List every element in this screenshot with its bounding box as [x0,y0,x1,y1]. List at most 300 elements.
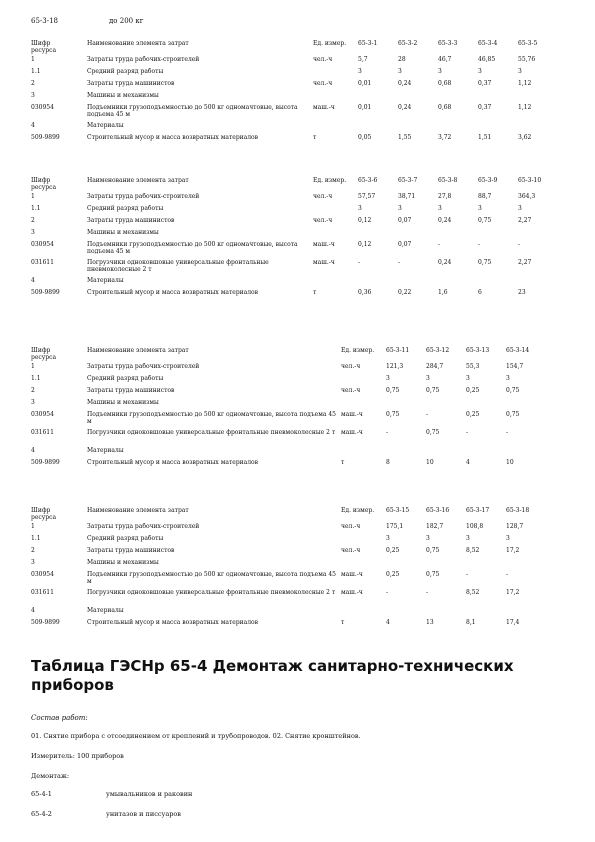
row-unit: чел.-ч [313,56,333,63]
column-header: 65-3-15 [386,507,410,514]
row-value [386,399,426,411]
row-value [398,122,438,134]
row-value: 3 [478,68,482,75]
row-value: 46,85 [478,56,496,63]
row-value [506,399,546,411]
row-unit: т [341,459,345,466]
row-unit [341,399,386,411]
row-value: 0,75 [386,411,400,418]
row-value [506,559,546,571]
row-value: 5,7 [358,56,368,63]
row-code: 1.1 [31,535,41,542]
header-code-line: Шифр [31,40,51,47]
row-value: - [466,571,469,578]
table-row [31,547,546,559]
row-code: 2 [31,387,35,394]
row-value: 8 [386,459,390,466]
header-unit: Ед. измер. [341,347,375,354]
row-value: 0,25 [386,571,400,578]
row-value: 0,37 [478,104,492,111]
table-row [31,289,558,301]
item-code: 65-4-2 [31,810,52,818]
row-name: Машины и механизмы [87,399,159,406]
row-name: Подъемники грузоподъемностью до 500 кг одномачтовые, высота подъема 45 м [87,571,336,585]
row-code: 2 [31,217,35,224]
table-row [31,375,546,387]
row-unit: чел.-ч [313,80,333,87]
row-value: 1,6 [438,289,448,296]
row-value: 3 [438,68,442,75]
column-header: 65-3-6 [358,177,378,184]
header-code-line: Шифр [31,507,51,514]
row-value: 23 [518,289,526,296]
row-value: 28 [398,56,406,63]
row-name: Материалы [87,447,124,454]
row-value [466,399,506,411]
row-value [438,92,478,104]
row-value: 3 [398,205,402,212]
header-unit: Ед. измер. [313,177,347,184]
row-value: 0,75 [426,571,440,578]
row-value: 0,05 [358,134,372,141]
row-value: 182,7 [426,523,444,530]
row-unit: т [313,289,317,296]
top-code: 65-3-18 [31,17,58,25]
table-row [31,447,546,459]
row-code: 4 [31,607,35,614]
row-code: 4 [31,277,35,284]
row-value [478,277,518,289]
row-value: 8,52 [466,589,480,596]
row-value [438,277,478,289]
row-value: 55,76 [518,56,536,63]
row-value [358,92,398,104]
row-code: 1.1 [31,68,41,75]
header-name: Наименование элемента затрат [87,507,189,514]
row-value: 3 [478,205,482,212]
row-name: Строительный мусор и масса возвратных материалов [87,619,259,626]
table-row [31,535,546,547]
row-value [358,229,398,241]
header-code [31,347,87,363]
row-value: - [438,241,441,248]
row-code: 031611 [31,429,54,436]
row-value: 0,36 [358,289,372,296]
row-code: 1 [31,56,35,63]
row-value: 3 [466,535,470,542]
row-value [466,559,506,571]
row-name: Строительный мусор и масса возвратных материалов [87,289,259,296]
item-name: унитазов и писсуаров [106,810,181,818]
row-value: 0,22 [398,289,412,296]
row-value [358,277,398,289]
row-value: 3 [398,68,402,75]
row-code: 2 [31,547,35,554]
row-unit: маш.-ч [341,429,363,436]
row-value: 0,12 [358,241,372,248]
row-value: 0,25 [386,547,400,554]
header-unit: Ед. измер. [341,507,375,514]
row-value [398,277,438,289]
row-value: 0,24 [438,217,452,224]
column-header: 65-3-9 [478,177,498,184]
demount-label: Демонтаж: [31,772,70,780]
column-header: 65-3-13 [466,347,490,354]
row-value: 0,07 [398,217,412,224]
row-code: 3 [31,399,35,406]
column-header: 65-3-1 [358,40,378,47]
column-header: 65-3-12 [426,347,450,354]
row-value: 88,7 [478,193,492,200]
row-unit: чел.-ч [341,547,361,554]
row-value: 6 [478,289,482,296]
row-value [506,447,546,459]
row-value [518,92,558,104]
column-header: 65-3-16 [426,507,450,514]
row-unit [313,92,358,104]
row-value: - [506,571,509,578]
row-unit: чел.-ч [341,363,361,370]
row-unit: чел.-ч [313,193,333,200]
row-code: 1 [31,193,35,200]
table-row [31,104,558,122]
table-row [31,217,558,229]
row-value: 38,71 [398,193,416,200]
row-value: 3 [506,535,510,542]
row-value: 0,75 [426,429,440,436]
row-code: 030954 [31,411,54,418]
composition-text: 01. Снятие прибора с отсоединением от креплений и трубопроводов. 02. Снятие кронштейнов. [31,732,361,740]
row-value: 0,75 [426,547,440,554]
row-value: 1,51 [478,134,492,141]
table-row [31,277,558,289]
row-value: 154,7 [506,363,524,370]
header-name: Наименование элемента затрат [87,347,189,354]
row-value: 0,07 [398,241,412,248]
row-unit: маш.-ч [313,259,335,266]
header-code-line: ресурса [31,47,57,54]
row-value [438,122,478,134]
row-value [478,122,518,134]
row-name: Подъемники грузоподъемностью до 500 кг одномачтовые, высота подъема 45 м [87,241,298,255]
row-value: 128,7 [506,523,524,530]
table-row [31,205,558,217]
row-value: 8,1 [466,619,476,626]
item-code: 65-4-1 [31,790,52,798]
row-value: 284,7 [426,363,444,370]
table-row [31,571,546,589]
row-value: 3 [518,205,522,212]
row-value [518,229,558,241]
row-code: 030954 [31,241,54,248]
row-value: 10 [426,459,434,466]
row-value: 3 [426,535,430,542]
table-header-row [31,507,546,523]
row-value: 0,25 [466,387,480,394]
row-value: 2,27 [518,217,532,224]
column-header: 65-3-11 [386,347,410,354]
row-name: Средний разряд работы [87,68,164,75]
table-header-row [31,40,558,56]
row-name: Затраты труда машинистов [87,217,175,224]
row-value: 3 [386,375,390,382]
row-value: 4 [386,619,390,626]
row-unit [341,559,386,571]
row-value [478,229,518,241]
row-value: 3 [518,68,522,75]
row-value: 0,75 [426,387,440,394]
table-row [31,399,546,411]
table-row [31,589,546,607]
column-header: 65-3-5 [518,40,538,47]
row-value: 0,75 [386,387,400,394]
section-title: Таблица ГЭСНр 65-4 Демонтаж санитарно-технических приборов [31,657,514,694]
row-value: 27,8 [438,193,452,200]
row-value: 10 [506,459,514,466]
row-unit [341,607,386,619]
table-row [31,68,558,80]
row-value: 0,68 [438,80,452,87]
row-value: 0,37 [478,80,492,87]
row-value: 3 [466,375,470,382]
row-value: 4 [466,459,470,466]
row-value: 364,3 [518,193,536,200]
row-value: 3 [426,375,430,382]
header-code-line: ресурса [31,354,57,361]
row-name: Строительный мусор и масса возвратных материалов [87,134,259,141]
header-code [31,177,87,193]
row-value: 3,72 [438,134,452,141]
row-unit [313,68,358,80]
row-name: Средний разряд работы [87,205,164,212]
row-value: 175,1 [386,523,404,530]
row-value: - [386,429,389,436]
row-name: Средний разряд работы [87,535,164,542]
row-name: Средний разряд работы [87,375,164,382]
row-value: 0,75 [478,259,492,266]
row-value: 17,4 [506,619,520,626]
row-value: 55,3 [466,363,480,370]
row-code: 1.1 [31,375,41,382]
table-row [31,387,546,399]
row-value [398,92,438,104]
row-value: 1,55 [398,134,412,141]
resource-table [31,177,558,301]
row-value: 0,75 [478,217,492,224]
row-name: Затраты труда машинистов [87,80,175,87]
row-name: Погрузчики одноковшовые универсальные фронтальные пневмоколесные 2 т [87,259,269,273]
row-unit: т [341,619,345,626]
column-header: 65-3-18 [506,507,530,514]
row-value [386,607,426,619]
row-value: 8,52 [466,547,480,554]
row-value: 0,12 [358,217,372,224]
meter-text: Измеритель: 100 приборов [31,752,124,760]
row-value [466,607,506,619]
row-value: 0,25 [466,411,480,418]
row-value: - [386,589,389,596]
row-name: Машины и механизмы [87,229,159,236]
row-code: 031611 [31,259,54,266]
table-row [31,134,558,146]
row-code: 3 [31,229,35,236]
row-value: 108,8 [466,523,484,530]
row-value: 0,24 [398,80,412,87]
row-value [426,607,466,619]
column-header: 65-3-14 [506,347,530,354]
row-value: 0,68 [438,104,452,111]
table-row [31,523,546,535]
row-unit: маш.-ч [341,589,363,596]
column-header: 65-3-2 [398,40,418,47]
row-value: 17,2 [506,547,520,554]
header-code [31,40,87,56]
row-code: 3 [31,92,35,99]
row-unit: чел.-ч [341,523,361,530]
row-value: 2,27 [518,259,532,266]
row-name: Затраты труда рабочих-строителей [87,363,200,370]
row-value: 3 [386,535,390,542]
top-label: до 200 кг [109,17,144,25]
row-unit [341,447,386,459]
row-value: 13 [426,619,434,626]
row-name: Погрузчики одноковшовые универсальные фронтальные пневмоколесные 2 т [87,589,336,596]
row-code: 509-9899 [31,619,60,626]
row-value: - [518,241,521,248]
row-name: Подъемники грузоподъемностью до 500 кг одномачтовые, высота подъема 45 м [87,411,336,425]
table-row [31,619,546,631]
row-unit [313,229,358,241]
row-unit [313,277,358,289]
row-value: - [478,241,481,248]
row-code: 4 [31,447,35,454]
row-value: - [466,429,469,436]
row-value: 1,12 [518,80,532,87]
header-code-line: ресурса [31,184,57,191]
row-value [478,92,518,104]
header-code-line: ресурса [31,514,57,521]
row-code: 4 [31,122,35,129]
column-header: 65-3-4 [478,40,498,47]
item-name: умывальников и раковин [106,790,193,798]
row-name: Затраты труда рабочих-строителей [87,193,200,200]
row-value [438,229,478,241]
row-code: 509-9899 [31,459,60,466]
row-unit: маш.-ч [341,411,363,418]
row-value [518,277,558,289]
table-row [31,459,546,471]
row-value [506,607,546,619]
row-unit: чел.-ч [313,217,333,224]
table-row [31,241,558,259]
table-row [31,229,558,241]
row-value: 121,3 [386,363,404,370]
header-name: Наименование элемента затрат [87,40,189,47]
row-unit [313,122,358,134]
row-value [386,447,426,459]
row-value [358,122,398,134]
row-name: Машины и механизмы [87,92,159,99]
row-unit [341,535,386,547]
row-name: Затраты труда машинистов [87,387,175,394]
row-value: - [506,429,509,436]
row-name: Строительный мусор и масса возвратных материалов [87,459,259,466]
row-code: 1.1 [31,205,41,212]
row-code: 509-9899 [31,134,60,141]
row-name: Подъемники грузоподъемностью до 500 кг одномачтовые, высота подъема 45 м [87,104,298,118]
row-unit: маш.-ч [341,571,363,578]
row-value: 0,01 [358,104,372,111]
table-row [31,259,558,277]
row-value: - [426,411,429,418]
row-name: Машины и механизмы [87,559,159,566]
row-value: - [426,589,429,596]
row-code: 030954 [31,571,54,578]
row-unit: чел.-ч [341,387,361,394]
table-row [31,363,546,375]
row-name: Затраты труда рабочих-строителей [87,56,200,63]
table-row [31,411,546,429]
resource-table [31,40,558,146]
row-unit [313,205,358,217]
row-value: 3,62 [518,134,532,141]
row-value [466,447,506,459]
table-row [31,92,558,104]
row-unit [341,375,386,387]
row-value [386,559,426,571]
row-value: 0,75 [506,387,520,394]
row-value: 3 [506,375,510,382]
row-name: Материалы [87,122,124,129]
row-value [426,559,466,571]
row-code: 509-9899 [31,289,60,296]
row-code: 3 [31,559,35,566]
table-row [31,56,558,68]
column-header: 65-3-7 [398,177,418,184]
row-value [426,399,466,411]
row-code: 1 [31,363,35,370]
header-code-line: Шифр [31,177,51,184]
row-code: 030954 [31,104,54,111]
table-row [31,193,558,205]
row-value [426,447,466,459]
table-row [31,429,546,447]
row-value: 0,24 [438,259,452,266]
row-value: 1,12 [518,104,532,111]
resource-table [31,507,546,631]
header-name: Наименование элемента затрат [87,177,189,184]
table-header-row [31,177,558,193]
row-value: 0,01 [358,80,372,87]
row-value: 0,75 [506,411,520,418]
row-value: 3 [438,205,442,212]
row-code: 031611 [31,589,54,596]
table-row [31,607,546,619]
column-header: 65-3-8 [438,177,458,184]
row-value: - [358,259,361,266]
table-header-row [31,347,546,363]
column-header: 65-3-3 [438,40,458,47]
composition-title: Состав работ: [31,714,88,722]
resource-table [31,347,546,471]
header-code-line: Шифр [31,347,51,354]
table-row [31,559,546,571]
row-value: 3 [358,205,362,212]
row-name: Затраты труда машинистов [87,547,175,554]
row-value: 0,24 [398,104,412,111]
row-code: 1 [31,523,35,530]
row-unit: маш.-ч [313,104,335,111]
